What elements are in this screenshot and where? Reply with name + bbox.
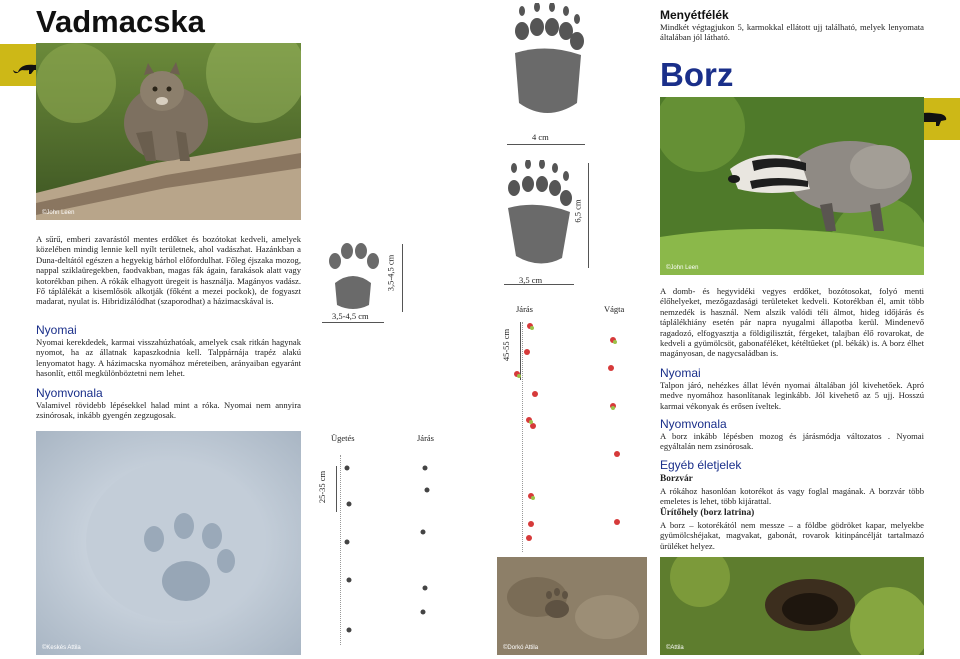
wildcat-photo-credit: ©John Leen — [42, 210, 75, 216]
cat-print-height-line — [402, 244, 403, 312]
cat-print-width-label: 3,5-4,5 cm — [332, 311, 369, 321]
wildcat-photo — [36, 43, 301, 220]
badger-tracks-heading: Nyomai — [660, 366, 701, 380]
burrow-text: A rókához hasonlóan kotorékot ás vagy foglal magának. A borzvár több emeletes is lehet, több kijárattal. — [660, 486, 924, 507]
other-signs-heading: Egyéb életjelek — [660, 458, 742, 472]
badger-front-width-label: 4 cm — [532, 132, 549, 142]
cat-tracks-heading: Nyomai — [36, 323, 77, 337]
latrine-text: A borz – kotorékától nem messze – a földbe gödröket kapar, melyekbe gyümölcshéjakat, magvakat, gabonát, rovarok kitinpáncélját tartalmazó ürüléket helyez. — [660, 520, 924, 551]
mustelid-heading: Menyétfélék — [660, 8, 729, 22]
badger-walk-label: Járás — [516, 304, 533, 314]
cat-trail-text: Valamivel rövidebb lépésekkel halad mint a róka. Nyomai nem annyira zsinórosak, inkább gyengén zegzugosak. — [36, 400, 301, 421]
cat-trot-label: Ügetés — [331, 433, 355, 443]
badger-burrow-photo — [660, 557, 924, 655]
cat-page-title: Vadmacska — [36, 4, 205, 39]
badger-tracks-text: Talpon járó, nehézkes állat lévén nyomai általában jól kivehetőek. Apró medve nyomához hasonlítanak leginkább. Jól kivehető az 5 ujj. Hosszú karmai vékonyak és erősen íveltek. — [660, 380, 924, 411]
badger-front-width-line — [507, 144, 585, 145]
badger-trail-diagram — [505, 318, 625, 558]
badger-photo — [660, 97, 924, 275]
cat-stride-label: 25-35 cm — [317, 470, 328, 504]
mud-track-photo — [497, 557, 647, 655]
badger-stride-label: 45-55 cm — [501, 328, 512, 362]
cat-tracks-text: Nyomai kerekdedek, karmai visszahúzhatóak, amelyek csak ritkán hagynak nyomot, ha az állatnak kapaszkodnia kell. Talppárnája trapéz alakú lenyomatot hagy. A házimacska nyomához méreteiben, arányaiban egyaránt hasonlít, ettől megkülönböztetni nem lehet. — [36, 337, 301, 379]
snow-photo-credit: ©Keskés Attila — [42, 645, 81, 651]
burrow-heading: Borzvár — [660, 474, 693, 484]
badger-trail-heading: Nyomvonala — [660, 417, 727, 431]
latrine-heading: Ürítőhely (borz latrina) — [660, 508, 755, 518]
cat-print — [323, 243, 383, 311]
mustelid-text: Mindkét végtagjukon 5, karmokkal ellátott ujj található, melyek lenyomata általában jól látható. — [660, 22, 924, 43]
badger-gallop-label: Vágta — [604, 304, 625, 314]
badger-hind-height-line — [588, 163, 589, 268]
badger-front-print — [497, 3, 591, 133]
badger-hind-height-label: 6,5 cm — [572, 199, 583, 223]
cat-trail-heading: Nyomvonala — [36, 386, 103, 400]
cat-trail-diagram — [335, 460, 445, 640]
cat-intro-text: A sűrű, emberi zavarástól mentes erdőket és bozótokat kedveli, amelyek közelében mindig lennie kell nyílt területnek, ahol vadászhat. Hazánkban a Duna-deltától egészen a hegyekig bárhol előfordulhat. Főleg éjszaka mozog, nappal sziklaüregekben, faodvakban, magas fák ágain, farakások alatt vagy kotorékban pihen. A rókák elhagyott üregeit is használja. Magányos vadász. Fő táplálékát a kisemlősök alkotják (főként a mezei pockok), de fogyaszt madarat, nyulat is. Hibridizálódhat (szaporodhat) a házimacskával is. — [36, 234, 301, 307]
snow-track-photo — [36, 431, 301, 655]
cat-print-width-line — [322, 322, 384, 323]
cat-walk-label: Járás — [417, 433, 434, 443]
mud-photo-credit: ©Dorkó Attila — [503, 645, 539, 651]
badger-intro-text: A domb- és hegyvidéki vegyes erdőket, bozótosokat, folyó menti élőhelyeket, mezőgazdasági területeket kedveli. Kotorékban él, amit több nemzedék is használ. Nem alszik valódi téli álmot, hideg időjárás és táplálékhiány esetén pár napra nyugalmi állapotba kerül. Mindenevő ragadozó, elfogyasztja a földigilisztát, férgeket, talajban élő rovarokat, de kedveli a gyümölcsöt, gabonaféléket, kétéltűeket (pl. békák) is. A borz élhet magányosan, de nagycsaládban is. — [660, 286, 924, 359]
badger-photo-credit: ©John Leen — [666, 265, 699, 271]
badger-trail-text: A borz inkább lépésben mozog és járásmódja változatos . Nyomai egyáltalán nem zsinórosak. — [660, 431, 924, 452]
burrow-photo-credit: ©Attila — [666, 645, 684, 651]
badger-page-title: Borz — [660, 56, 734, 93]
badger-hind-print — [500, 160, 575, 270]
cat-print-height-label: 3,5-4,5 cm — [385, 254, 396, 292]
badger-hind-width-label: 3,5 cm — [519, 275, 543, 285]
